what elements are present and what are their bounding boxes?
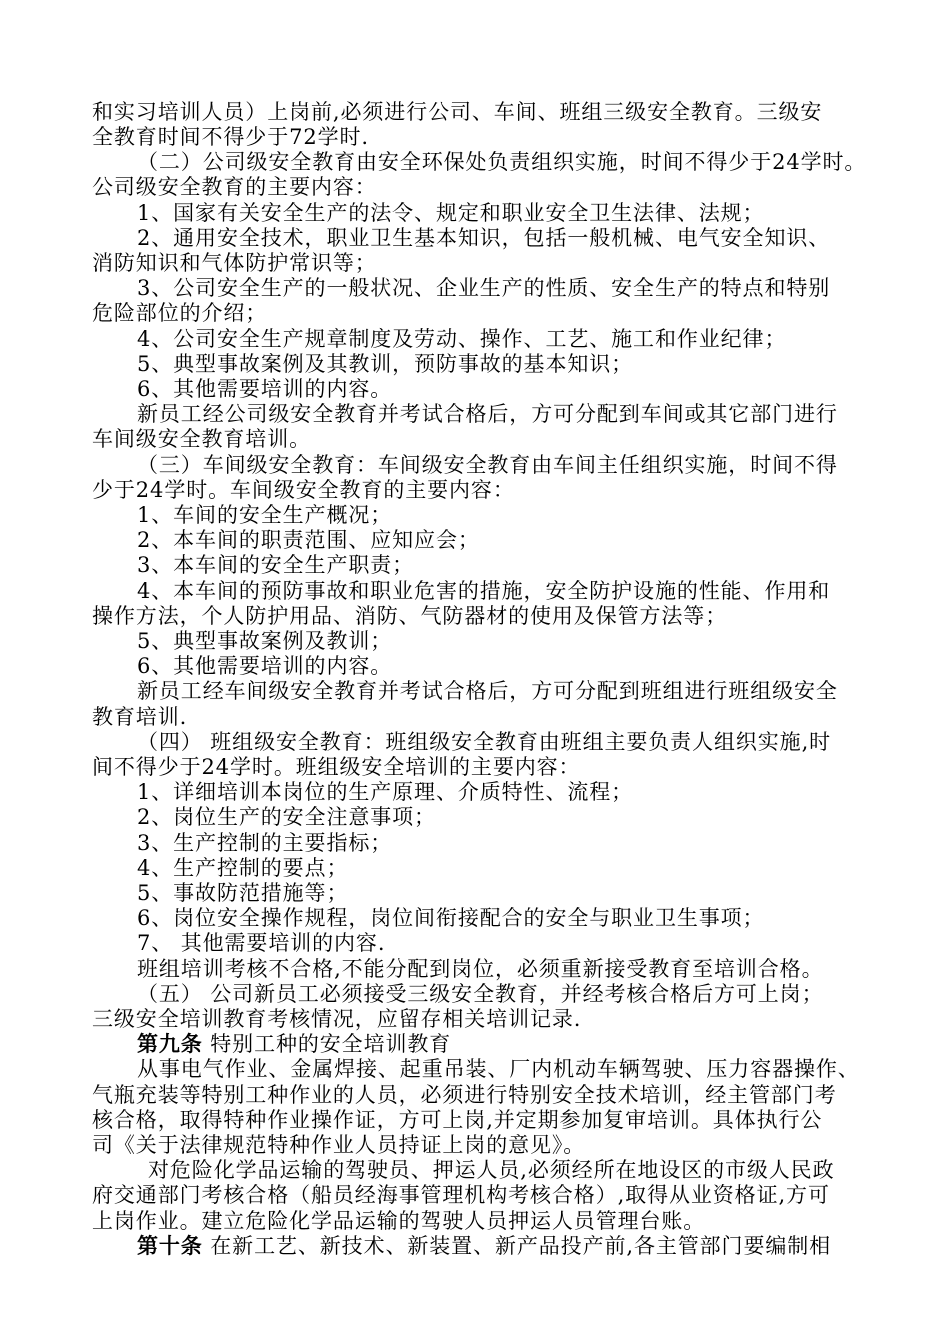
text-line: 对危险化学品运输的驾驶员、押运人员,必须经所在地设区的市级人民政 xyxy=(148,1158,835,1182)
text-line: （五） 公司新员工必须接受三级安全教育，并经考核合格后方可上岗； xyxy=(137,982,824,1006)
text-line: 全教育时间不得少于72学时. xyxy=(92,125,369,149)
text-line: 危险部位的介绍； xyxy=(92,301,268,325)
text-line: 少于24学时。车间级安全教育的主要内容： xyxy=(92,478,515,502)
text-line: 公司级安全教育的主要内容： xyxy=(92,175,377,199)
text-line: 3、本车间的安全生产职责； xyxy=(137,553,415,577)
text-line: 6、其他需要培训的内容。 xyxy=(137,377,393,401)
text-line: 上岗作业。建立危险化学品运输的驾驶人员押运人员管理台账。 xyxy=(92,1209,706,1233)
article-heading xyxy=(137,1233,831,1259)
article-text: 在新工艺、新技术、新装置、新产品投产前,各主管部门要编制相 xyxy=(210,1234,832,1258)
text-line: 新员工经车间级安全教育并考试合格后，方可分配到班组进行班组级安全 xyxy=(137,679,838,703)
text-line: 1、国家有关安全生产的法令、规定和职业安全卫生法律、法规； xyxy=(137,201,765,225)
text-line: 3、生产控制的主要指标； xyxy=(137,831,393,855)
text-line: 3、公司安全生产的一般状况、企业生产的性质、安全生产的特点和特别 xyxy=(137,276,831,300)
text-line: 5、事故防范措施等； xyxy=(137,881,349,905)
article-number: 第九条 xyxy=(137,1031,203,1056)
text-line: 5、典型事故案例及其教训，预防事故的基本知识； xyxy=(137,352,634,376)
text-line: 新员工经公司级安全教育并考试合格后，方可分配到车间或其它部门进行 xyxy=(137,402,838,426)
article-heading xyxy=(137,1031,451,1057)
text-line: 核合格，取得特种作业操作证，方可上岗,并定期参加复审培训。具体执行公 xyxy=(92,1108,823,1132)
text-line: 4、本车间的预防事故和职业危害的措施，安全防护设施的性能、作用和 xyxy=(137,579,831,603)
text-line: 教育培训. xyxy=(92,705,188,729)
text-line: 1、车间的安全生产概况； xyxy=(137,503,393,527)
text-line: 5、典型事故案例及教训； xyxy=(137,629,393,653)
text-line: 1、详细培训本岗位的生产原理、介质特性、流程； xyxy=(137,780,634,804)
text-line: 间不得少于24学时。班组级安全培训的主要内容： xyxy=(92,755,581,779)
article-number: 第十条 xyxy=(137,1233,203,1258)
text-line: 和实习培训人员）上岗前,必须进行公司、车间、班组三级安全教育。三级安 xyxy=(92,100,823,124)
text-line: 班组培训考核不合格,不能分配到岗位，必须重新接受教育至培训合格。 xyxy=(137,957,824,981)
text-line: 消防知识和气体防护常识等； xyxy=(92,251,377,275)
text-line: 7、 其他需要培训的内容. xyxy=(137,931,386,955)
text-line: 4、公司安全生产规章制度及劳动、操作、工艺、施工和作业纪律； xyxy=(137,327,787,351)
text-line: 6、其他需要培训的内容。 xyxy=(137,654,393,678)
text-line: 府交通部门考核合格（船员经海事管理机构考核合格）,取得从业资格证,方可 xyxy=(92,1183,830,1207)
text-line: 6、岗位安全操作规程，岗位间衔接配合的安全与职业卫生事项； xyxy=(137,906,765,930)
text-line: （二）公司级安全教育由安全环保处负责组织实施，时间不得少于24学时。 xyxy=(137,150,867,174)
text-line: 2、本车间的职责范围、应知应会； xyxy=(137,528,480,552)
text-line: 从事电气作业、金属焊接、起重吊装、厂内机动车辆驾驶、压力容器操作、 xyxy=(137,1057,860,1081)
text-line: 2、通用安全技术，职业卫生基本知识，包括一般机械、电气安全知识、 xyxy=(137,226,831,250)
text-line: 操作方法，个人防护用品、消防、气防器材的使用及保管方法等； xyxy=(92,604,728,628)
article-title: 特别工种的安全培训教育 xyxy=(210,1032,452,1056)
text-line: 4、生产控制的要点； xyxy=(137,856,349,880)
text-line: （三）车间级安全教育：车间级安全教育由车间主任组织实施，时间不得 xyxy=(137,453,838,477)
text-line: 司《关于法律规范特种作业人员持证上岗的意见》。 xyxy=(92,1133,586,1157)
text-line: 气瓶充装等特别工种作业的人员，必须进行特别安全技术培训，经主管部门考 xyxy=(92,1083,837,1107)
text-line: 车间级安全教育培训。 xyxy=(92,427,311,451)
text-line: （四） 班组级安全教育：班组级安全教育由班组主要负责人组织实施,时 xyxy=(137,730,832,754)
text-line: 2、岗位生产的安全注意事项； xyxy=(137,805,436,829)
text-line: 三级安全培训教育考核情况，应留存相关培训记录. xyxy=(92,1007,582,1031)
